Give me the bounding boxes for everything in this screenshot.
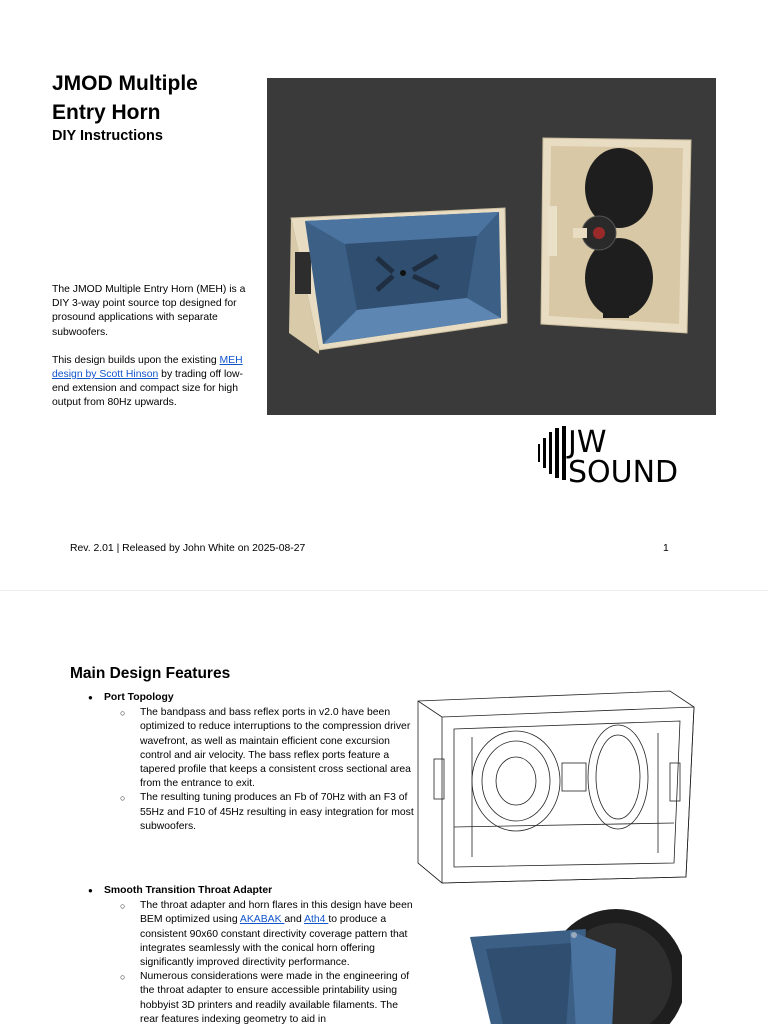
feature-title: ● Smooth Transition Throat Adapter xyxy=(104,885,273,897)
throat-adapter-render-image xyxy=(466,909,682,1024)
feature-title: ● Port Topology xyxy=(104,692,174,703)
feature-subitem: ○ The resulting tuning produces an Fb of 70Hz with an F3 of 55Hz and F10 of 45Hz resulting in easy integration for most subwoofers. xyxy=(104,791,418,834)
feature-text-span: The throat adapter and horn flares in this design have been BEM optimized using xyxy=(140,900,413,926)
horn-cabinet-render xyxy=(289,208,507,354)
intro-text xyxy=(52,283,252,425)
feature-text-span: and xyxy=(284,914,305,926)
ath4-link[interactable]: Ath4 xyxy=(304,914,329,926)
document-title: JMOD Multiple Entry Horn xyxy=(52,72,198,124)
wireframe-render-image xyxy=(412,677,698,887)
intro-text-span: This design builds upon the existing xyxy=(52,354,220,366)
page-number: 1 xyxy=(663,543,669,554)
feature-item xyxy=(88,884,418,1024)
feature-item xyxy=(88,691,418,834)
feature-subitem: ○ The bandpass and bass reflex ports in v2.0 have been optimized to reduce interruptions to the compression driver wavefront, as well as maintain efficient cone excursion control and air velocity. The bass reflex ports feature a tapered profile that keeps a consistent cross sectional area from the entrance to exit. xyxy=(104,706,418,791)
document-subtitle: DIY Instructions xyxy=(52,128,163,144)
meh-design-link[interactable]: MEH design by Scott Hinson xyxy=(52,354,243,381)
hero-render-image xyxy=(267,78,716,415)
intro-paragraph-1: The JMOD Multiple Entry Horn (MEH) is a DIY 3-way point source top designed for prosound applications with separate subwoofers. xyxy=(52,284,246,338)
feature-text-span: to produce a consistent 90x60 constant directivity coverage pattern that integrates seamlessly with the conical horn offering significantly improved directivity performance. xyxy=(140,914,408,969)
intro-text-span: by trading off low-end extension and compact size for high output from 80Hz upwards. xyxy=(52,369,243,409)
features-list xyxy=(88,691,418,1024)
intro-paragraph-2 xyxy=(52,354,252,411)
jw-sound-logo xyxy=(536,422,718,484)
document-page-2 xyxy=(0,590,768,1024)
feature-subitem xyxy=(104,899,418,970)
feature-subitems xyxy=(104,706,418,834)
open-cabinet-render xyxy=(541,138,691,333)
logo-text-sound: SOUND xyxy=(568,455,679,484)
section-title: Main Design Features xyxy=(70,665,231,682)
akabak-link[interactable]: AKABAK xyxy=(239,914,285,926)
logo-text-jw: JW xyxy=(568,425,607,460)
feature-subitem: ○ Numerous considerations were made in the engineering of the throat adapter to ensure accessible printability using hobbyist 3D printers and readily available filaments. The rear features indexing geometry to aid in xyxy=(104,970,418,1024)
footer-revision: Rev. 2.01 | Released by John White on 2025-08-27 xyxy=(70,543,306,554)
feature-subitems xyxy=(104,899,418,1024)
